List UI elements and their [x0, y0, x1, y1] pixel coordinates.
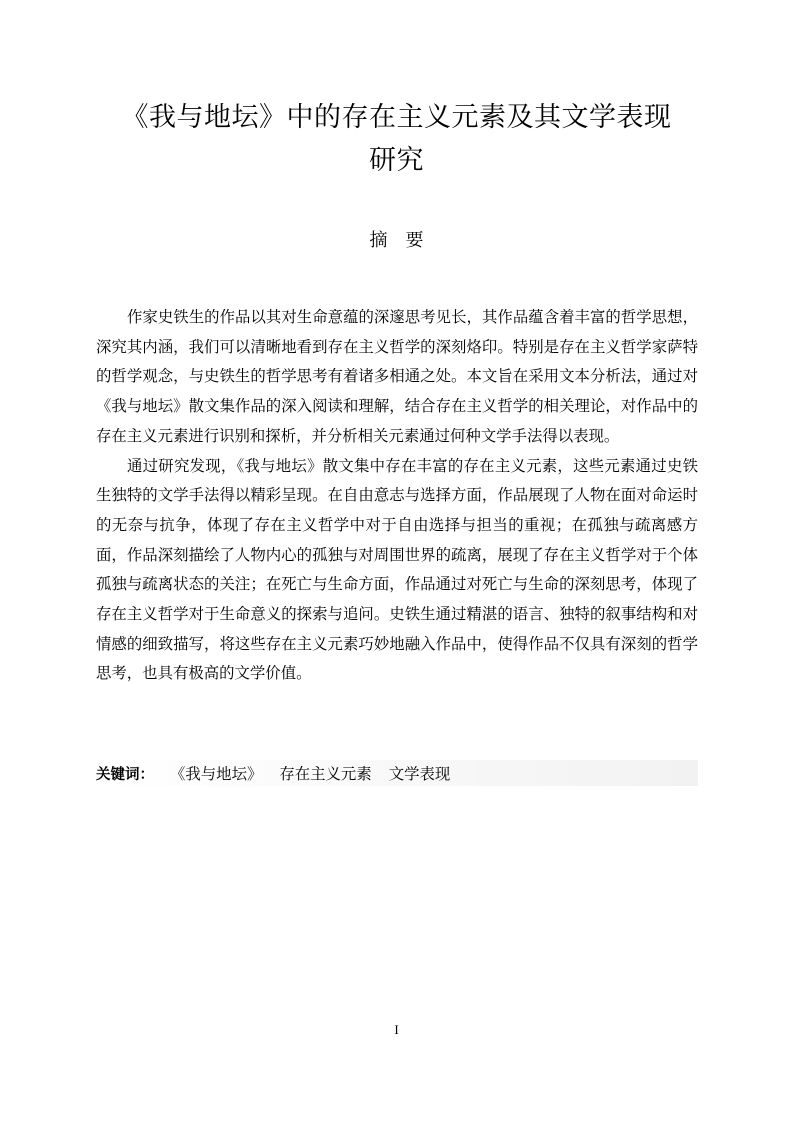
title-line-1: 《我与地坛》中的存在主义元素及其文学表现 — [121, 102, 672, 133]
abstract-heading-char-2: 要 — [405, 230, 424, 251]
keyword-item: 存在主义元素 — [279, 765, 372, 783]
page-number: I — [394, 1022, 399, 1037]
keywords-line — [96, 760, 698, 786]
page-title — [96, 96, 697, 182]
abstract-paragraph-1: 作家史铁生的作品以其对生命意蕴的深邃思考见长，其作品蕴含着丰富的哲学思想，深究其内涵，我们可以清晰地看到存在主义哲学的深刻烙印。特别是存在主义哲学家萨特的哲学观念，与史铁生的哲学思考有着诸多相通之处。本文旨在采用文本分析法，通过对《我与地坛》散文集作品的深入阅读和理解，结合存在主义哲学的相关理论，对作品中的存在主义元素进行识别和探析，并分析相关元素通过何种文学手法得以表现。 — [96, 308, 698, 445]
keyword-item: 《我与地坛》 — [170, 765, 263, 783]
keywords-label: 关键词： — [96, 766, 154, 783]
abstract-heading-char-1: 摘 — [369, 230, 388, 251]
abstract-body — [96, 303, 698, 689]
keyword-item: 文学表现 — [388, 765, 451, 783]
title-line-2: 研究 — [369, 145, 424, 176]
abstract-paragraph-2: 通过研究发现，《我与地坛》散文集中存在丰富的存在主义元素，这些元素通过史铁生独特的文学手法得以精彩呈现。在自由意志与选择方面，作品展现了人物在面对命运时的无奈与抗争，体现了存在主义哲学中对于自由选择与担当的重视；在孤独与疏离感方面，作品深刻描绘了人物内心的孤独与对周围世界的疏离，展现了存在主义哲学对于个体孤独与疏离状态的关注；在死亡与生命方面，作品通过对死亡与生命的深刻思考，体现了存在主义哲学对于生命意义的探索与追问。史铁生通过精湛的语言、独特的叙事结构和对情感的细致描写，将这些存在主义元素巧妙地融入作品中，使得作品不仅具有深刻的哲学思考，也具有极高的文学价值。 — [96, 456, 698, 683]
abstract-heading — [96, 228, 697, 254]
